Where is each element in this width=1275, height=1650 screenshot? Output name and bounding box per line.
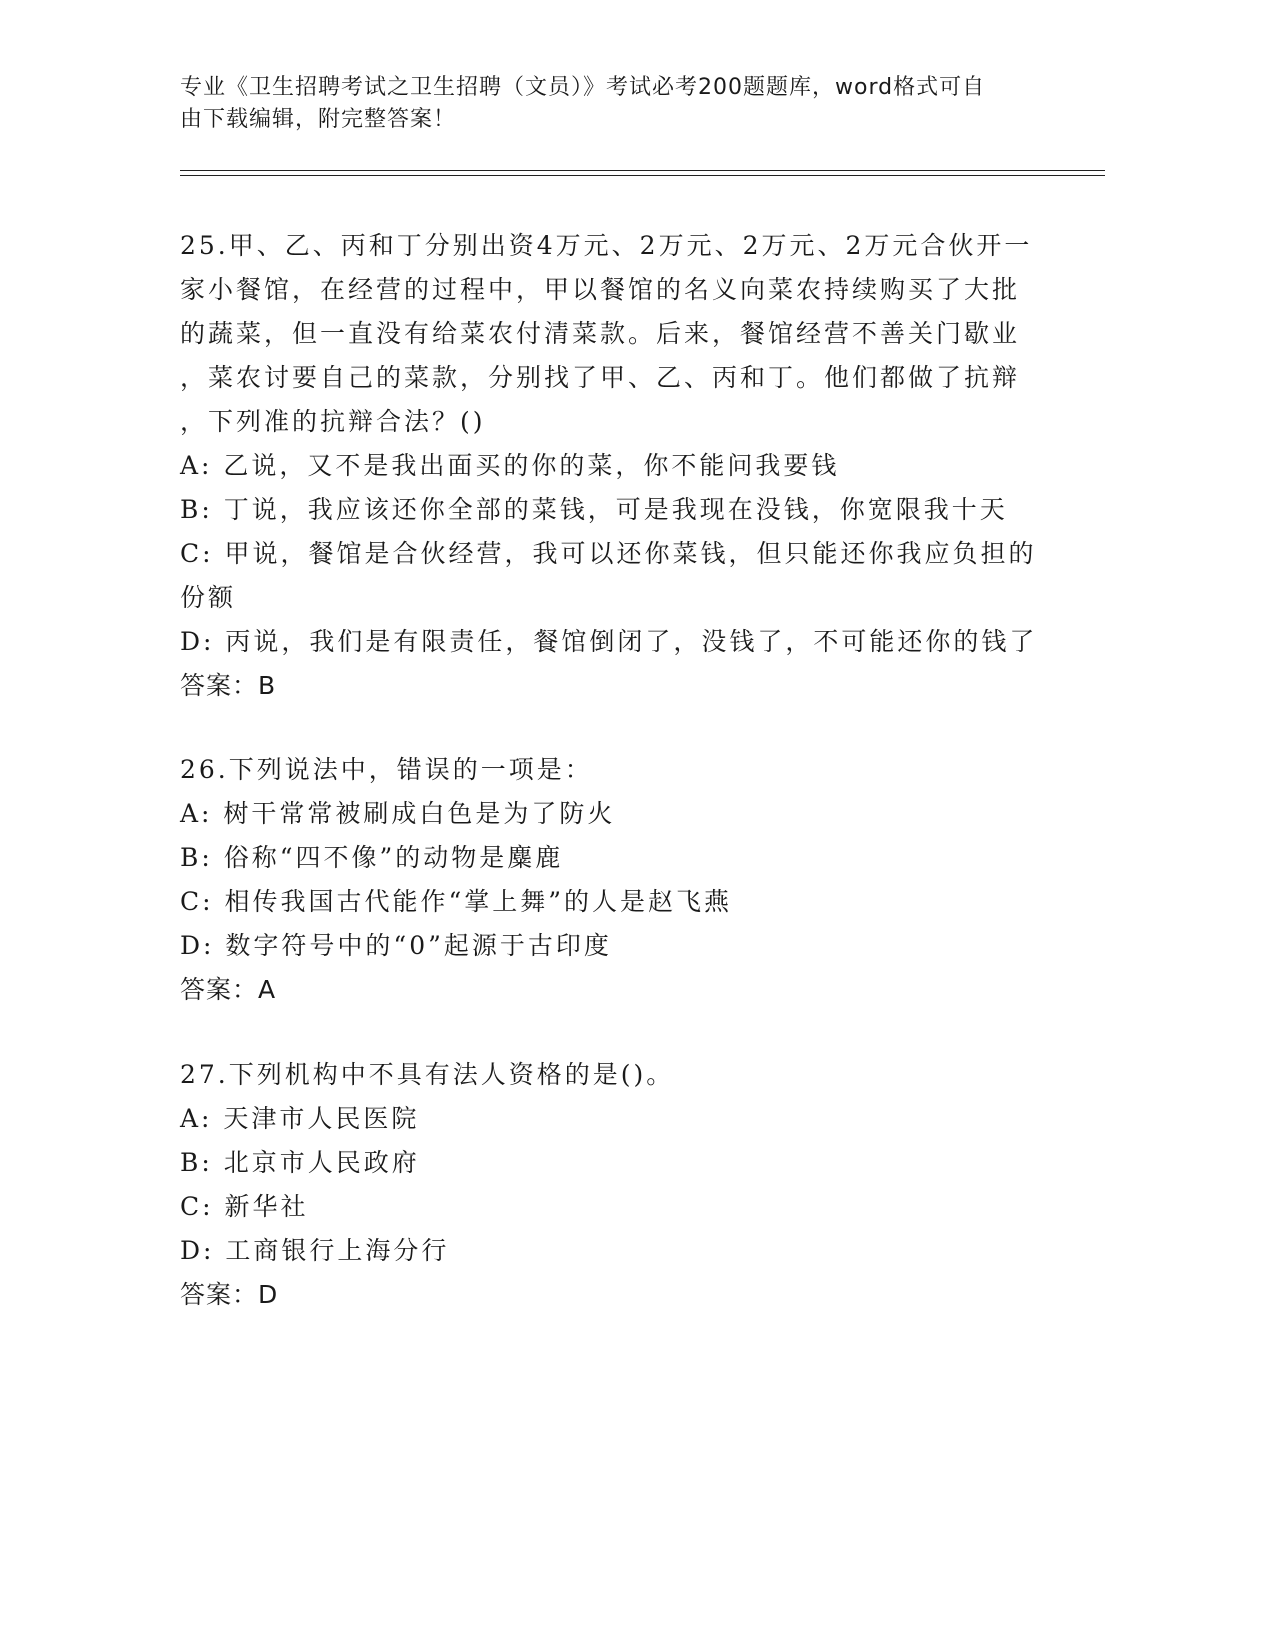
question-stem-line: 27.下列机构中不具有法人资格的是()。 [180,1060,675,1089]
question-stem-line: ，菜农讨要自己的菜款，分别找了甲、乙、丙和丁。他们都做了抗辩 [180,363,1021,392]
header-divider-top [180,170,1105,171]
option-c: C: 甲说，餐馆是合伙经营，我可以还你菜钱，但只能还你我应负担的 [180,539,1037,568]
option-a: A: 乙说，又不是我出面买的你的菜，你不能问我要钱 [180,451,840,480]
question-27 [180,1053,1060,1317]
document-header [180,72,1040,136]
option-d: D: 丙说，我们是有限责任，餐馆倒闭了，没钱了，不可能还你的钱了 [180,627,1038,656]
header-line-1: 专业《卫生招聘考试之卫生招聘（文员）》考试必考200题题库，word格式可自 [180,75,986,100]
question-25 [180,224,1060,708]
question-stem-line: 家小餐馆，在经营的过程中，甲以餐馆的名义向菜农持续购买了大批 [180,275,1021,304]
option-d: D: 工商银行上海分行 [180,1236,450,1265]
option-b: B: 北京市人民政府 [180,1148,420,1177]
option-c-continued: 份额 [180,583,237,612]
option-c: C: 新华社 [180,1192,309,1221]
header-line-2: 由下载编辑，附完整答案！ [180,107,457,132]
question-stem-line: 的蔬菜，但一直没有给菜农付清菜款。后来，餐馆经营不善关门歇业 [180,319,1021,348]
option-d: D: 数字符号中的“0”起源于古印度 [180,931,612,960]
option-b: B: 丁说，我应该还你全部的菜钱，可是我现在没钱，你宽限我十天 [180,495,1008,524]
header-divider-bottom [180,175,1105,176]
question-stem-line: 25.甲、乙、丙和丁分别出资4万元、2万元、2万元、2万元合伙开一 [180,231,1033,260]
question-stem-line: ，下列准的抗辩合法？() [180,407,486,436]
option-b: B: 俗称“四不像”的动物是麋鹿 [180,843,564,872]
answer-line: 答案：D [180,1280,279,1309]
option-a: A: 天津市人民医院 [180,1104,420,1133]
question-26 [180,748,1060,1012]
option-a: A: 树干常常被刷成白色是为了防火 [180,799,616,828]
question-stem-line: 26.下列说法中，错误的一项是： [180,755,593,784]
answer-line: 答案：A [180,975,277,1004]
option-c: C: 相传我国古代能作“掌上舞”的人是赵飞燕 [180,887,733,916]
answer-line: 答案：B [180,671,277,700]
